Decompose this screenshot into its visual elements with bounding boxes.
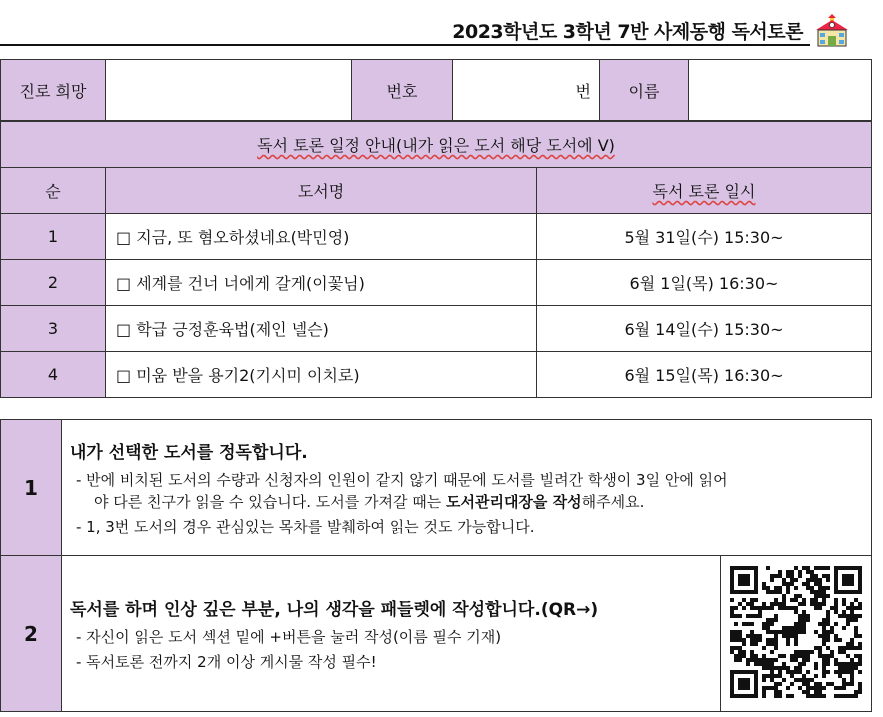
school-building-icon	[814, 12, 850, 48]
career-field[interactable]	[106, 60, 352, 121]
row-date: 6월 1일(목) 16:30~	[537, 260, 872, 306]
name-field[interactable]	[689, 60, 872, 121]
bullet-text: - 독서토론 전까지 2개 이상 게시물 작성 필수!	[76, 652, 377, 671]
book-checkbox-item[interactable]: □ 세계를 건너 너에게 갈게(이꽃님)	[106, 260, 537, 306]
row-num: 3	[1, 306, 106, 352]
row-date: 5월 31일(수) 15:30~	[537, 214, 872, 260]
page-title: 2023학년도 3학년 7반 사제동행 독서토론	[452, 21, 803, 43]
instruction-table	[0, 419, 872, 712]
col-date: 독서 토론 일시	[537, 168, 872, 214]
student-info-table	[0, 59, 872, 121]
bullet-text: - 1, 3번 도서의 경우 관심있는 목차를 발췌하여 읽는 것도 가능합니다.	[76, 517, 535, 536]
bullet-text: - 자신이 읽은 도서 섹션 밑에 +버튼을 눌러 작성(이름 필수 기재)	[76, 627, 502, 646]
book-checkbox-item[interactable]: □ 학급 긍정훈육법(제인 넬슨)	[106, 306, 537, 352]
career-label: 진로 희망	[1, 60, 106, 121]
table-row	[1, 352, 872, 398]
col-order: 순	[1, 168, 106, 214]
section-number: 1	[1, 420, 62, 556]
table-row	[1, 214, 872, 260]
schedule-title: 독서 토론 일정 안내(내가 읽은 도서 해당 도서에 V)	[1, 122, 872, 168]
col-book: 도서명	[106, 168, 537, 214]
number-unit: 번	[575, 81, 591, 101]
header-divider	[0, 44, 810, 46]
row-num: 4	[1, 352, 106, 398]
bullet-text: - 반에 비치된 도서의 수량과 신청자의 인원이 같지 않기 때문에 도서를 빌려간 학생이 3일 안에 읽어 야 다른 친구가 읽을 수 있습니다. 도서를 가져갈 때는 도서관리대장을 작성해주세요.	[76, 470, 728, 511]
section-title: 독서를 하며 인상 깊은 부분, 나의 생각을 패들렛에 작성합니다.(QR→)	[70, 599, 599, 620]
row-num: 1	[1, 214, 106, 260]
schedule-table	[0, 121, 872, 398]
row-date: 6월 14일(수) 15:30~	[537, 306, 872, 352]
qr-cell	[721, 556, 872, 712]
name-label: 이름	[600, 60, 689, 121]
qr-code-icon[interactable]	[730, 566, 862, 698]
row-num: 2	[1, 260, 106, 306]
table-row	[1, 306, 872, 352]
number-label: 번호	[352, 60, 453, 121]
section-number: 2	[1, 556, 62, 712]
table-row	[1, 260, 872, 306]
section-title: 내가 선택한 도서를 정독합니다.	[70, 442, 308, 463]
section-content	[62, 420, 872, 556]
section-content	[62, 556, 721, 712]
header	[0, 0, 883, 50]
row-date: 6월 15일(목) 16:30~	[537, 352, 872, 398]
book-checkbox-item[interactable]: □ 미움 받을 용기2(기시미 이치로)	[106, 352, 537, 398]
book-checkbox-item[interactable]: □ 지금, 또 혐오하셨네요(박민영)	[106, 214, 537, 260]
number-field[interactable]	[453, 60, 600, 121]
